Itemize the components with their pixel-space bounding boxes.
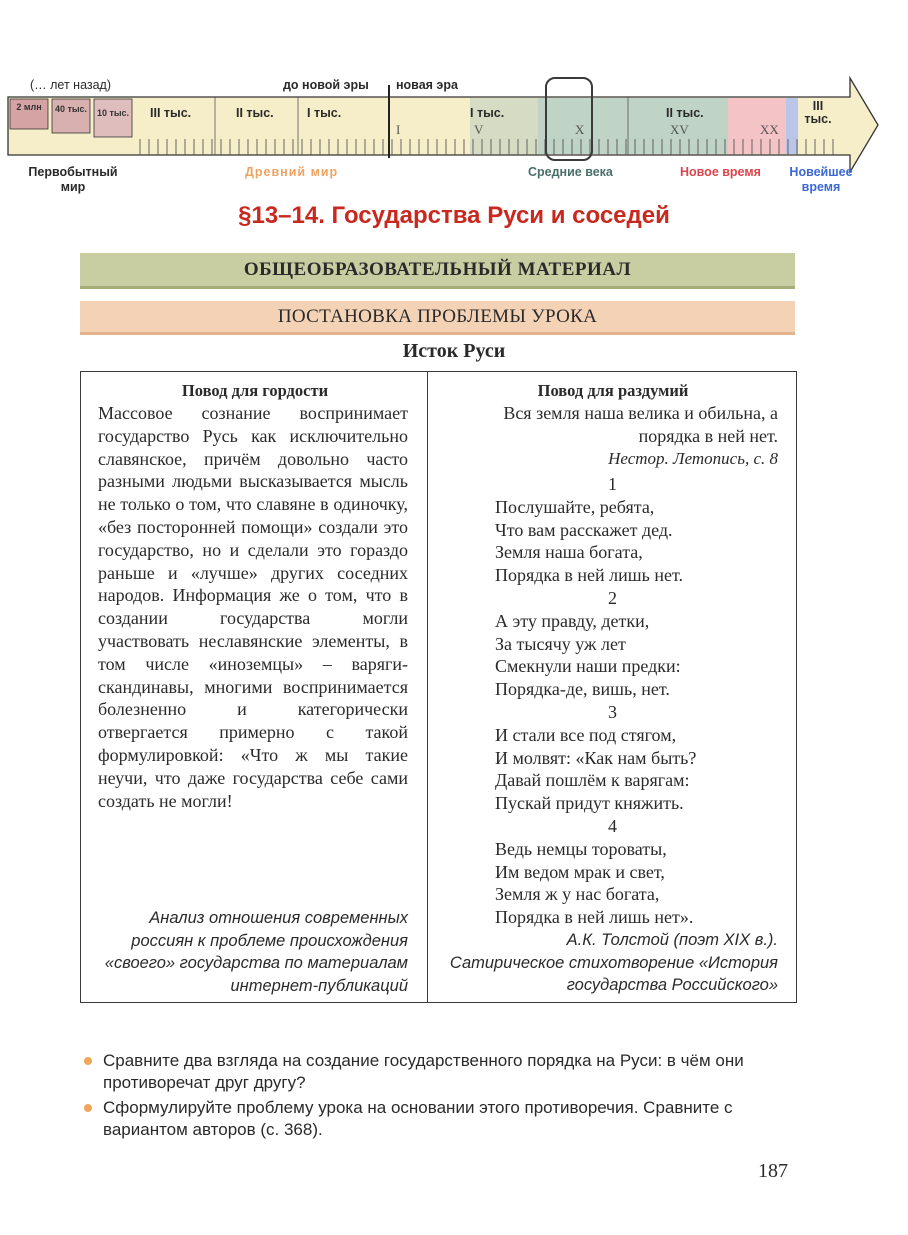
poem-author: А.К. Толстой (поэт XIX в.). <box>566 931 778 949</box>
period-new-time: Новое время <box>680 165 761 179</box>
poem-line: Давай пошлём к варягам: <box>495 770 690 791</box>
period-ancient: Древний мир <box>245 165 339 179</box>
poem-line: Что вам расскажет дед. <box>495 519 673 540</box>
century-20: XX <box>760 122 779 137</box>
question-item <box>103 1050 803 1094</box>
poem-line: Пускай придут княжить. <box>495 793 684 814</box>
timeline-graphic <box>0 0 908 200</box>
century-5: V <box>474 122 484 137</box>
millennium-2-ce: II тыс. <box>666 106 704 120</box>
stanza-number: 1 <box>608 474 617 494</box>
question-text: Сформулируйте проблему урока на основании этого противоречия. Сравните с вариантом авторов (с. 368). <box>103 1098 733 1139</box>
right-column-heading: Повод для раздумий <box>537 381 689 400</box>
poem-line: Порядка в ней лишь нет. <box>495 565 683 586</box>
block-label-40k: 40 тыс. <box>54 104 88 114</box>
poem-line: Порядка в ней лишь нет». <box>495 907 694 928</box>
century-15: XV <box>670 122 689 137</box>
years-ago-label: (… лет назад) <box>30 78 112 92</box>
question-text: Сравните два взгляда на создание государственного порядка на Руси: в чём они противоречат друг другу? <box>103 1051 744 1092</box>
block-label-2mln: 2 млн <box>16 102 42 112</box>
stanza-number: 2 <box>608 587 617 608</box>
millennium-3-ce: III тыс. <box>804 99 832 126</box>
poem-line: Порядка-де, вишь, нет. <box>495 679 670 700</box>
table-divider <box>427 371 428 1003</box>
block-10k <box>94 99 132 137</box>
history-timeline <box>0 0 908 200</box>
poem-line: Земля ж у нас богата, <box>495 884 660 905</box>
poem-line: И стали все под стягом, <box>495 724 677 745</box>
century-10: X <box>575 122 585 137</box>
poem-line: За тысячу уж лет <box>495 633 626 654</box>
page-number: 187 <box>758 1160 788 1182</box>
poem <box>495 473 785 929</box>
stanza-number: 3 <box>608 701 617 722</box>
chronicle-quote-source: Нестор. Летопись, с. 8 <box>608 449 778 468</box>
period-primitive: Первобытный мир <box>28 165 118 194</box>
source-heading: Исток Руси <box>402 340 506 362</box>
block-label-10k: 10 тыс. <box>96 108 130 118</box>
period-newest-time: Новейшее время <box>789 165 853 194</box>
millennium-3-bce: III тыс. <box>150 106 192 120</box>
chronicle-quote: Вся земля наша велика и обильна, а порядка в ней нет. <box>503 403 778 446</box>
poem-line: Ведь немцы тороваты, <box>495 838 667 859</box>
left-column-text: Массовое сознание воспринимает государство Русь как исключительно славянское, причём довольно часто разными людьми высказывается мысль не только о том, что славяне в одиночку, «без посторонней помощи» создали это государство, но и сделали это гораздо раньше и «лучше» других соседних народов. Информация же о том, что в создании государства могли участвовать неславянские элементы, в том числе «иноземцы» – варяги-скандинавы, многими воспринимается болезненно и категорически отвергается примерно с такой формулировкой: «Что ж мы такие неучи, что даже государства себе сами создать не могли! <box>98 403 408 811</box>
question-item <box>103 1097 803 1141</box>
poem-line: Земля наша богата, <box>495 542 643 563</box>
poem-line: А эту правду, детки, <box>495 610 650 631</box>
millennium-1-ce: I тыс. <box>470 106 505 120</box>
page-title: §13–14. Государства Руси и соседей <box>238 202 670 229</box>
left-column-caption: Анализ отношения современных россиян к проблеме происхождения «своего» государства по материалам интернет-публикаций <box>104 909 408 995</box>
bullet-icon <box>84 1057 92 1065</box>
bullet-icon <box>84 1104 92 1112</box>
poem-description: Сатирическое стихотворение «История государства Российского» <box>449 953 778 994</box>
left-column-heading: Повод для гордости <box>181 381 329 400</box>
bce-label: до новой эры <box>283 78 369 92</box>
section-band-general: ОБЩЕОБРАЗОВАТЕЛЬНЫЙ МАТЕРИАЛ <box>80 253 795 289</box>
right-column-caption <box>440 929 778 997</box>
section-band-problem: ПОСТАНОВКА ПРОБЛЕМЫ УРОКА <box>80 301 795 335</box>
century-1: I <box>396 122 401 137</box>
poem-line: Послушайте, ребята, <box>495 496 655 517</box>
millennium-1-bce: I тыс. <box>307 106 342 120</box>
ce-label: новая эра <box>396 78 458 92</box>
millennium-2-bce: II тыс. <box>236 106 274 120</box>
poem-line: И молвят: «Как нам быть? <box>495 747 697 768</box>
poem-line: Смекнули наши предки: <box>495 656 681 677</box>
poem-line: Им ведом мрак и свет, <box>495 861 665 882</box>
stanza-number: 4 <box>608 815 617 836</box>
period-middle-ages: Средние века <box>528 165 613 179</box>
